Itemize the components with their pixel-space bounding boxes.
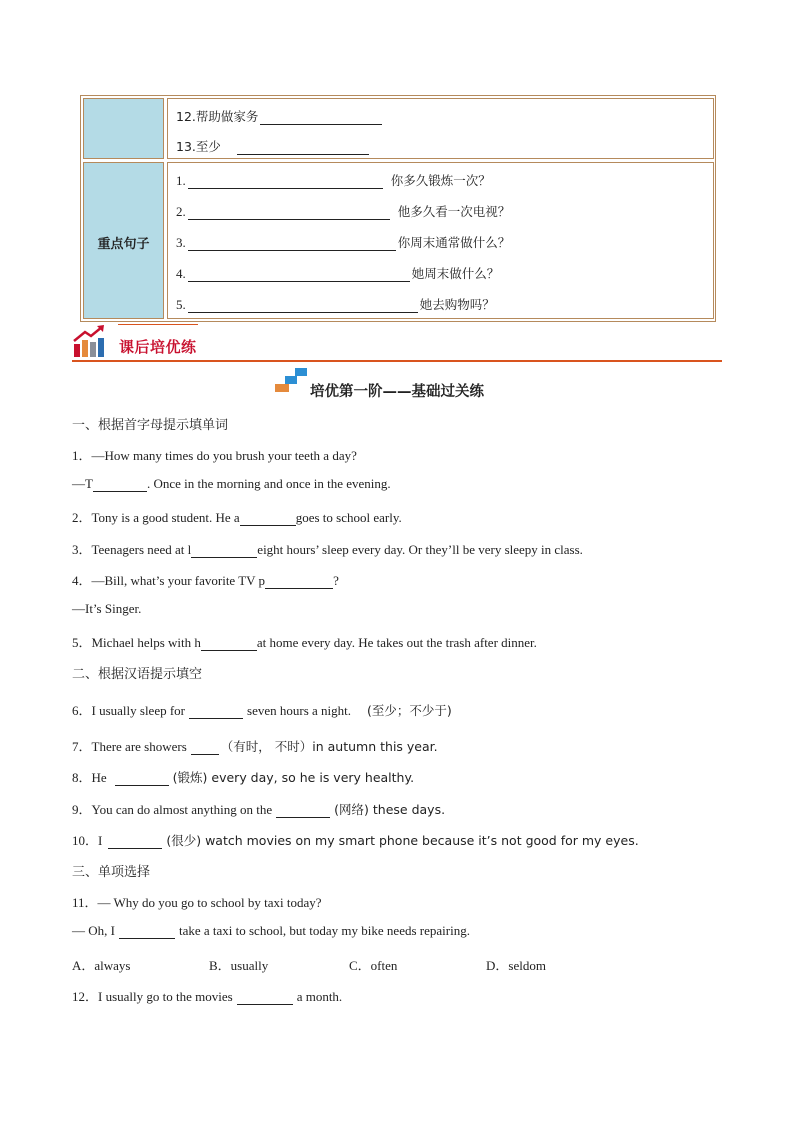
question-text: (很少) watch movies on my smart phone because it’s not good for my eyes. bbox=[166, 833, 639, 848]
question-text: at home every day. He takes out the trash after dinner. bbox=[256, 635, 537, 650]
phrase-text: 13.至少 bbox=[176, 139, 221, 154]
section-header bbox=[72, 322, 722, 362]
question-text: 8．He bbox=[72, 770, 107, 785]
header-top-rule bbox=[118, 324, 198, 325]
part1-heading: 一、根据首字母提示填单词 bbox=[72, 418, 229, 433]
sentence-item-4 bbox=[176, 264, 499, 282]
question-10 bbox=[72, 830, 639, 849]
question-4b bbox=[72, 601, 141, 617]
question-text: 2．Tony is a good student. He a bbox=[72, 510, 240, 525]
question-text: — Oh, I bbox=[72, 923, 115, 938]
question-text: 5．Michael helps with h bbox=[72, 635, 201, 650]
sentence-hint: 她周末做什么？ bbox=[411, 266, 500, 281]
vocabulary-table bbox=[80, 95, 716, 322]
answer-blank[interactable] bbox=[201, 636, 257, 651]
option-c[interactable]: C．often bbox=[349, 958, 398, 973]
answer-blank[interactable] bbox=[191, 740, 219, 755]
sentence-hint: 她去购物吗？ bbox=[419, 297, 495, 312]
question-text: 1．—How many times do you brush your teeth a day? bbox=[72, 448, 357, 463]
question-text: 12．I usually go to the movies bbox=[72, 989, 233, 1004]
option-d[interactable]: D．seldom bbox=[486, 958, 546, 973]
question-text: a month. bbox=[296, 989, 343, 1004]
answer-blank[interactable] bbox=[191, 543, 257, 558]
sentence-item-2 bbox=[176, 202, 510, 220]
question-3 bbox=[72, 539, 583, 558]
question-text: . Once in the morning and once in the evening. bbox=[146, 476, 391, 491]
question-1b bbox=[72, 476, 391, 492]
question-text: 7．There are showers bbox=[72, 739, 187, 754]
question-text: —It’s Singer. bbox=[72, 601, 142, 616]
question-text: ? bbox=[333, 573, 339, 588]
sentence-item-3 bbox=[176, 233, 510, 251]
answer-blank[interactable] bbox=[188, 236, 396, 251]
question-text: 3．Teenagers need at l bbox=[72, 542, 192, 557]
answer-blank[interactable] bbox=[189, 704, 243, 719]
answer-blank[interactable] bbox=[188, 298, 418, 313]
answer-blank[interactable] bbox=[237, 990, 293, 1005]
phrase-item-12 bbox=[176, 107, 384, 125]
question-11b bbox=[72, 923, 470, 939]
item-number: 4. bbox=[176, 266, 186, 281]
question-text: goes to school early. bbox=[295, 510, 402, 525]
answer-blank[interactable] bbox=[265, 574, 333, 589]
question-1a bbox=[72, 445, 357, 464]
header-divider bbox=[72, 360, 722, 362]
item-number: 3. bbox=[176, 235, 186, 250]
option-b[interactable]: B．usually bbox=[209, 958, 269, 973]
question-text: （有时， 不时）in autumn this year. bbox=[220, 739, 438, 754]
question-9 bbox=[72, 799, 445, 818]
question-text: 11．— Why do you go to school by taxi today? bbox=[72, 895, 322, 910]
question-text: (锻炼) every day, so he is very healthy. bbox=[172, 770, 415, 785]
answer-blank[interactable] bbox=[260, 110, 382, 125]
sentence-item-1 bbox=[176, 171, 491, 189]
answer-blank[interactable] bbox=[93, 477, 147, 492]
question-text: 9．You can do almost anything on the bbox=[72, 802, 273, 817]
question-text: (网络) these days. bbox=[334, 802, 446, 817]
sentence-hint: 你周末通常做什么？ bbox=[397, 235, 511, 250]
phrase-text: 12.帮助做家务 bbox=[176, 109, 259, 124]
question-11a bbox=[72, 892, 322, 911]
option-a[interactable]: A．always bbox=[72, 958, 131, 973]
item-number: 1. bbox=[176, 173, 186, 188]
question-2 bbox=[72, 507, 402, 526]
hint-text: (至少；不少于) bbox=[367, 703, 452, 718]
category-label: 重点句子 bbox=[97, 237, 150, 252]
question-text: 6．I usually sleep for bbox=[72, 703, 186, 718]
subsection-title: 培优第一阶——基础过关练 bbox=[310, 384, 484, 400]
answer-blank[interactable] bbox=[108, 834, 162, 849]
question-text: 4．—Bill, what’s your favorite TV p bbox=[72, 573, 266, 588]
question-text: seven hours a night. bbox=[247, 703, 351, 718]
sentence-hint: 他多久看一次电视？ bbox=[397, 204, 511, 219]
answer-blank[interactable] bbox=[188, 205, 390, 220]
phrase-item-13 bbox=[176, 137, 371, 155]
question-text: take a taxi to school, but today my bike needs repairing. bbox=[178, 923, 470, 938]
question-text: —T bbox=[72, 476, 93, 491]
question-6 bbox=[72, 700, 452, 719]
table-phrases-cell bbox=[167, 98, 714, 159]
answer-blank[interactable] bbox=[115, 771, 169, 786]
part3-heading: 三、单项选择 bbox=[72, 865, 151, 880]
question-5 bbox=[72, 632, 537, 651]
question-8 bbox=[72, 767, 414, 786]
answer-blank[interactable] bbox=[276, 803, 330, 818]
question-text: 10．I bbox=[72, 833, 103, 848]
answer-blank[interactable] bbox=[188, 174, 383, 189]
table-category-cell bbox=[83, 162, 164, 319]
table-category-cell-empty bbox=[83, 98, 164, 159]
section-title: 课后培优练 bbox=[119, 338, 197, 356]
answer-blank[interactable] bbox=[240, 511, 296, 526]
answer-blank[interactable] bbox=[237, 140, 369, 155]
sentence-hint: 你多久锻炼一次？ bbox=[390, 173, 491, 188]
growth-chart-icon bbox=[72, 324, 108, 358]
answer-blank[interactable] bbox=[119, 924, 175, 939]
answer-blank[interactable] bbox=[188, 267, 410, 282]
item-number: 2. bbox=[176, 204, 186, 219]
question-text: eight hours’ sleep every day. Or they’ll be very sleepy in class. bbox=[257, 542, 583, 557]
part2-heading: 二、根据汉语提示填空 bbox=[72, 667, 203, 682]
item-number: 5. bbox=[176, 297, 186, 312]
table-sentences-cell bbox=[167, 162, 714, 319]
question-12 bbox=[72, 986, 342, 1005]
sentence-item-5 bbox=[176, 295, 495, 313]
question-7 bbox=[72, 736, 438, 755]
question-4 bbox=[72, 570, 339, 589]
